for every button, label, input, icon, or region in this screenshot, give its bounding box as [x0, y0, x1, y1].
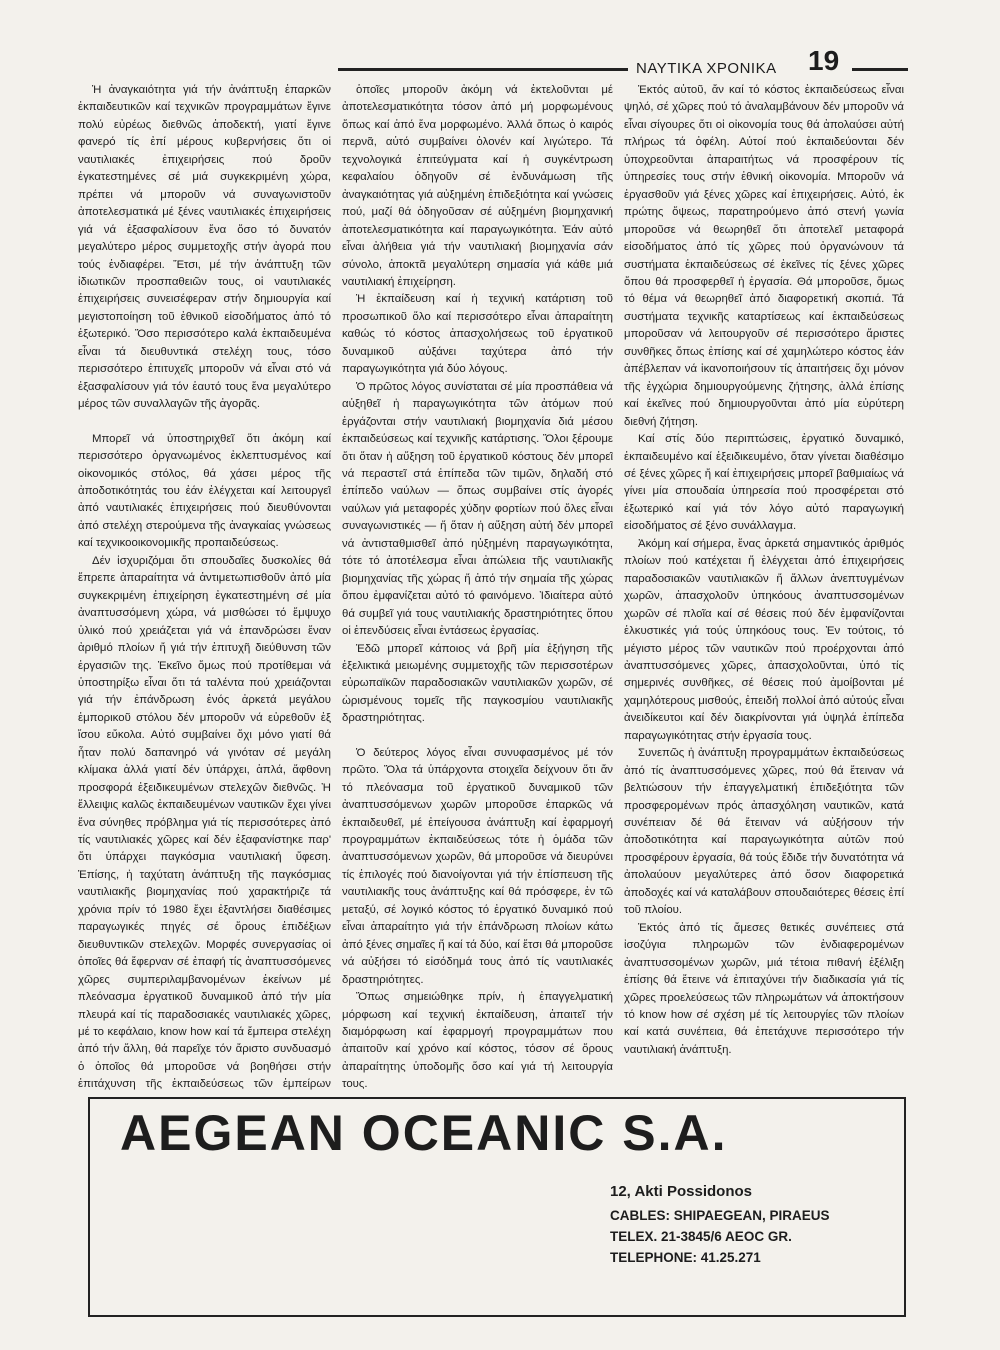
- paragraph: Συνεπῶς ἡ ἀνάπτυξη προγραμμάτων ἐκπαιδεύσεως ἀπό τίς ἀναπτυσσόμενες χῶρες, πού θά ἔτειναν νά βελτιώσουν τήν ἐπαγγελματική ἐπιδεξιότητα τῶν προσφερομένων πρός ἀπασχόληση ναυτικῶν, κατά συνέπειαν δέ θά ἔτειναν νά αὐξήσουν τήν ἀποδοτικότητα καί παραγωγικότητα αὐτῶν πού προσφέρουν ἐργασία, θά τούς ἔδιδε τήν δυνατότητα νά ἀπολαύουν μεγαλύτερες ἀπό ὅσον διαφορετικά ἀποδοχές καί νά καταλάβουν σπουδαιότερες θέσεις ἐπί τοῦ πλοίου.: [624, 747, 904, 917]
- ad-telex: TELEX. 21-3845/6 AEOC GR.: [610, 1229, 792, 1244]
- ad-contact-block: [610, 1181, 900, 1268]
- paragraph: Ὁ δεύτερος λόγος εἶναι συνυφασμένος μέ τόν πρῶτο. Ὅλα τά ὑπάρχοντα στοιχεῖα δείχνουν ὅτι ἄν τό πλεόνασμα τοῦ ἐργατικοῦ δυναμικοῦ τῶν ἀναπτυσσόμενων χωρῶν μποροῦσε ἐπαρκῶς νά ἐκπαιδευθεῖ, μέ ἐπείγουσα ἀνάπτυξη καί ἐφαρμογή προγραμμάτων ἐκπαιδεύσεως τότε ἡ ὁμάδα τῶν ἀναπτυσσόμενων χωρῶν, θά μποροῦσε νά διευρύνει τίς ἐπιλογές πού διανοίγονται γιά τήν ἐπίσπευση τῆς ναυτιλιακῆς τους ἀνάπτυξης καί θά πρόσφερε, ἐν τῶ μεταξύ, σέ λογικό κόστος τό ἐργατικό δυναμικό πού εἶναι ἀπαραίτητο γιά τήν ἐπάνδρωση πλοίων κάτω ἀπό ξένες σημαῖες ἤ καί τά δύο, καί ἔτσι θά μποροῦσε νά αὐξήσει τό εἰσόδημά τους ἀπό τίς ναυτιλιακές δραστηριότητες.: [342, 746, 613, 986]
- ad-address: 12, Akti Possidonos: [610, 1183, 752, 1200]
- header-rule-left: [338, 68, 628, 71]
- paragraph: Δέν ἰσχυριζόμαι ὅτι σπουδαῖες δυσκολίες θά ἔπρεπε ἀπαραίτητα νά ἀντιμετωπισθοῦν ἀπό μία συγκεκριμένη ἐπιχείρηση ἐγκατεστημένη σέ μία ἀναπτυσσόμενη χώρα, νά μισθώσει τό ἔμψυχο ὑλικό πού χρειάζεται γιά νά ἐπανδρώσει ἕναν ἀριθμό πλοίων ἤ γιά τήν ἐπιτυχῆ διεύθυνση τῶν ἐργασιῶν της. Ἐκεῖνο ὅμως πού προτίθεμαι νά ὑποστηρίξω εἶναι ὅτι τά ταλέντα πού χρειάζονται γιά τήν ἐπάνδρωση ἑνός ἀρκετά μεγάλου ἐμπορικοῦ στόλου δέν μποροῦν νά εὑρεθοῦν ἐξ ἴσου εὔκολα. Αὐτό συμβαίνει ὄχι μόνο γιατί θά ἦταν πολύ δαπανηρό νά γινόταν σέ μεγάλη κλίμακα ἀλλά γιατί δέν ὑπάρχει, ἁπλά, ἄφθονη προσφορά ἐξειδικευμένων στελεχῶν διεθνῶς. Ἡ ἔλλειψις καλῶς ἐκπαιδευμένων ναυτικῶν ἔχει γίνει ἕνα σύνηθες πρόβλημα γιά τίς περισσότερες ἀπό τίς ναυτιλιακές χῶρες καί δέν ἐξαφανίστηκε παρ' ὅτι ὑπάρχει παγκόσμια ναυτιλιακή ὕφεση. Ἐπίσης, ἡ ταχύτατη ἀνάπτυξη τῆς παγκόσμιας ναυτιλιακῆς βιομηχανίας πού χαρακτήριζε τά χρόνια πρίν τό 1980 ἔχει ἐξαντλήσει διαθέσιμες παραγωγικές πηγές σέ ὅρους ἐπιδέξιων διευθυντικῶν στελεχῶν. Μορφές συνεργασίας οἱ ὁποῖες θά ἔφερναν σέ ἐπαφή τίς ἀναπτυσσόμενες χῶρες συμπεριλαμβανομένων ἐκείνων μέ πλεόνασμα ἐργατικοῦ δυναμικοῦ ἀπό τήν μία πλευρά καί τίς παραδοσιακές ναυτιλιακές χῶρες, μέ το κεφάλαιο, know how καί τά ἔμπειρα στελέχη ἀπό τήν ἄλλη, θά παρεῖχε τόν ἄριστο συνδυασμό ὁ ὁποῖος θά μποροῦσε νά βοηθήσει στήν ἐπιτάχυνση τῆς ἐκπαιδεύσεως τῶν ἐμπείρων: [78, 554, 331, 1091]
- article-column-3: [624, 82, 904, 1094]
- paragraph: Ἐκτός αὐτοῦ, ἄν καί τό κόστος ἐκπαιδεύσεως εἶναι ψηλό, σέ χῶρες πού τό ἀναλαμβάνουν δέν μποροῦν νά εἶναι σίγουρες ὅτι οἱ οἰκονομία τους θά ἀπολαύσει αὐτή πλήρως τά ὀφέλη. Αὐτοί πού ἐκπαιδεύονται δέν ὑποχρεοῦνται ἀπαραιτήτως νά προσφέρουν τίς ὑπηρεσίες τους στήν ἐθνική οἰκονομία. Μποροῦν νά ἐργασθοῦν γιά ξένες χῶρες καί ἐπιχειρήσεις. Αὐτό, ἐκ πρώτης ὄψεως, παρατηρούμενο ἀπό στενή γωνία μποροῦσε νά θεωρηθεῖ ὅτι ἀποτελεῖ μεταφορά εἰσοδήματος ἀπό τίς χῶρες πού ὀργανώνουν τά συστήματα ἐκπαιδεύσεως σέ ἐκεῖνες τίς ξένες χῶρες ὅπου θά προσφερθεῖ ἡ ἐργασία. Θά μποροῦσε, ὅμως τό θέμα νά θεωρηθεῖ ἀπό διαφορετική σκοπιά. Τά συστήματα τεχνικῆς καταρτίσεως καί ἐκπαιδεύσεως μποροῦσαν νά λειτουργοῦν σέ περισσότερο ἄριστες συνθῆκες ὅπως ἐπίσης καί σέ χαμηλώτερο κόστος ἐάν ἀπέβλεπαν νά ἱκανοποιήσουν τίς ἀπαιτήσεις ὄχι μόνον τῆς ἐγχώρια δημιουργούμενης ζήτησης, ἀλλά ἐπίσης καί ἐκεῖνες πού δημιουργοῦνται ἀπό μία εὐρύτερη διεθνή ζήτηση.: [624, 84, 904, 428]
- ad-cables: CABLES: SHIPAEGEAN, PIRAEUS: [610, 1208, 830, 1223]
- article-column-2: [342, 82, 613, 1094]
- advertisement-box: [88, 1097, 906, 1317]
- ad-telephone: TELEPHONE: 41.25.271: [610, 1250, 761, 1265]
- header-rule-right: [852, 68, 908, 71]
- paragraph: ὁποῖες μποροῦν ἀκόμη νά ἐκτελοῦνται μέ ἀποτελεσματικότητα τόσον ἀπό μή μορφωμένους ὅπως καί ἀπό ἕνα μορφωμένο. Ἀλλά ὅπως ὁ καιρός περνᾶ, αὐτό συμβαίνει ὁλονέν καί λιγώτερο. Τά τεχνολογικά ἐπιτεύγματα καί ἡ συγκέντρωση κεφαλαίου ὁδηγοῦν σέ ἐνδυνάμωση τῆς ἀναγκαιότητας γιά αὐξημένη ἐπιδεξιότητα καί γνώσεις πού, μαζί θά ὁδηγοῦσαν σέ αὐξημένη βιομηχανική ἀποτελεσματικότητα καί παραγωγικότητα. Ἐάν αὐτό εἶναι ἀλήθεια γιά τήν ναυτιλιακή βιομηχανία σάν σύνολο, ἀποκτᾶ μεγαλύτερη σημασία γιά κάθε μιά ναυτιλιακή ἐπιχείρηση.: [342, 84, 613, 288]
- paragraph: Ἀκόμη καί σήμερα, ἕνας ἀρκετά σημαντικός ἀριθμός πλοίων πού κατέχεται ἤ ἐλέγχεται ἀπό ἐπιχειρήσεις παραδοσιακῶν ναυτιλιακῶν ἤ ἄλλων ἀνεπτυγμένων χωρῶν, ἀπασχολοῦν ὑπηκόους ἀναπτυσσομένων χωρῶν σέ πλοῖα καί σέ θέσεις πού δέν ἐμφανίζονται ἑλκυστικές γιά τούς ὑπηκόους τους. Ἐν τούτοις, τό μέγιστο μέρος τῶν ναυτικῶν πού προέρχονται ἀπό ἀναπτυσσόμενες χῶρες, ἀπασχολοῦνται, ὑπό τίς σημερινές συνθῆκες, σέ θέσεις πού ἀμοίβονται μέ χαμηλότερους μισθούς, ἐπειδή πολλοί ἀπό αὐτούς εἶναι ἀνειδίκευτοι καί δέν διακρίνονται γιά ὑψηλά ἐπίπεδα παραγωγικότητας στήν ἐργασία τους.: [624, 537, 904, 742]
- page-number: 19: [808, 45, 840, 76]
- article-column-1: [78, 82, 331, 1094]
- paragraph: Ἐδῶ μπορεῖ κάποιος νά βρῆ μία ἐξήγηση τῆς ἐξελικτικά μειωμένης συμμετοχῆς τῶν περισσοτέρων εὐρωπαϊκῶν παραδοσιακῶν ναυτιλιακῶν χωρῶν, σέ ὡρισμένους τομεῖς τῆς παγκοσμίου ναυτιλιακῆς δραστηριότητας.: [342, 642, 613, 725]
- publication-name: ΝΑΥΤΙΚΑ ΧΡΟΝΙΚΑ: [636, 60, 777, 77]
- paragraph: Μπορεῖ νά ὑποστηριχθεῖ ὅτι ἀκόμη καί περισσότερο ὀργανωμένος ἐκλεπτυσμένος καί οἰκονομικός στόλος, θά χάσει μέρος τῆς ἀποδοτικότητάς του ἐάν ἐλέγχεται καί λειτουργεῖ ἀπό ναυτιλιακές ἐπιχειρήσεις πού διευθύνονται ἀπό στελέχη στερούμενα τῆς ἀναγκαίας γνώσεως καί τεχνικοοικονομικῆς προπαιδεύσεως.: [78, 432, 331, 550]
- paragraph: Καί στίς δύο περιπτώσεις, ἐργατικό δυναμικό, ἐκπαιδευμένο καί ἐξειδικευμένο, ὅταν γίνεται διαθέσιμο σέ ξένες χῶρες ἤ καί ἐπιχειρήσεις μπορεῖ βαθμιαίως νά γίνει μία σπουδαία ὑπηρεσία πού προσφέρεται στό ἐξωτερικό καί γιά τόν λόγο αὐτό παραγωγική εἰσοδήματος σέ ξένο συνάλλαγμα.: [624, 433, 904, 533]
- paragraph: Ἡ ἀναγκαιότητα γιά τήν ἀνάπτυξη ἐπαρκῶν ἐκπαιδευτικῶν καί τεχνικῶν προγραμμάτων ἔγινε πολύ εὐρέως διεθνῶς ἀποδεκτή, γιατί ἔγινε φανερό τίς ἐπί μέρους κυβερνήσεις ὅτι οἱ ναυτιλιακές ἐπιχειρήσεις πού δροῦν ἐγκατεστημένες σέ μιά συγκεκριμένη χώρα, πρέπει νά μποροῦν νά συναγωνιστοῦν ἀποτελεσματικά μέ ξένες ναυτιλιακές ἐπιχειρήσεις γιά νά ἐξασφαλίσουν ἕνα ὅσο τό δυνατόν μεγαλύτερο μέρος συμμετοχῆς στήν ἀγορά που τούς ἐνδιαφέρει. Ἔτσι, μέ τήν ἀνάπτυξη τῶν ἰδιωτικῶν προσπαθειῶν τους, οἱ ναυτιλιακές ἐπιχειρήσεις συνεισέφεραν στήν δημιουργία καί μεγιστοποίηση τοῦ ἐθνικοῦ εἰσοδήματος ἀπό τό ἐξωτερικό. Ὅσο περισσότερο καλά ἐκπαιδευμένα εἶναι τά διευθυντικά στελέχη τους, τόσο περισσότερο ἐπιτυχεῖς μποροῦν νά εἶναι στό νά ἐξασφαλίσουν γιά τόν ἑαυτό τους ἕνα μεγαλύτερο μέρος τῶν συναλλαγῶν τῆς ἀγορᾶς.: [78, 84, 331, 411]
- paragraph: Ὅπως σημειώθηκε πρίν, ἡ ἐπαγγελματική μόρφωση καί τεχνική ἐκπαίδευση, ἀπαιτεῖ τήν διαμόρφωση καί ἐφαρμογή προγραμμάτων που ἀπαιτοῦν καί χρόνο καί κόστος, τόσον σέ ὅρους ἀπαραίτητης ὑποδομῆς ὅσο καί γιά τή λειτουργία τους.: [342, 991, 613, 1091]
- paragraph: Ὁ πρῶτος λόγος συνίσταται σέ μία προσπάθεια νά αὐξηθεῖ ἡ παραγωγικότητα τῶν ἀτόμων πού ἐργάζονται στήν ναυτιλιακή βιομηχανία διά μέσου ἐκπαιδεύσεως καί τεχνικῆς κατάρτισης. Ὅλοι ξέρουμε ὅτι ὅταν ἡ αὔξηση τοῦ ἐργατικοῦ κόστους δέν μπορεῖ νά περαστεῖ στά ἐπίπεδα τῶν τιμῶν, δηλαδή στό ἐπίπεδο ναύλων — ὅπως συμβαίνει στίς ἀγορές ναύλων γιά μεταφορές χύδην φορτίων πού ὅλες εἶναι συναγωνιστικές — ἤ ὅταν ἡ αὔξηση αὐτή δέν μπορεῖ νά ἀντισταθμισθεῖ ἀπό ηὐξημένη παραγωγικότητα, τότε τό ἀποτέλεσμα εἶναι ἀπώλεια τῆς ναυτιλιακῆς βιομηχανίας τῆς χώρας ἤ ἀπό τήν σημαία τῆς χώρας ὅπου ἐμφανίζεται αὐτό τό φαινόμενο. Ἰδιαίτερα αὐτό θά συμβεῖ γιά τους ναυτιλιακής δραστηριότητες ὅπου οἱ ἐπενδύσεις εἶναι ἐντάσεως ἐργασίας.: [342, 380, 613, 638]
- ad-company-name: AEGEAN OCEANIC S.A.: [120, 1105, 728, 1161]
- paragraph: Ἐκτός ἀπό τίς ἄμεσες θετικές συνέπειες στά ἰσοζύγια πληρωμῶν τῶν ἐνδιαφερομένων ἀναπτυσσομένων χωρῶν, μιά τέτοια πιθανή ἐξέλιξη ἐπίσης θά ἔτεινε νά ἐπιταχύνει τήν διαδικασία γιά τίς χῶρες προελεύσεως τῶν πληρωμάτων νά ἀποκτήσουν τό know how σέ σχέση μέ τίς λειτουργίες τῶν πλοίων καί κατά συνέπεια, θά ἐπετάχυνε περισσότερο τήν ναυτιλιακή ἀνάπτυξη.: [624, 921, 904, 1056]
- paragraph: Ἡ ἐκπαίδευση καί ἡ τεχνική κατάρτιση τοῦ προσωπικοῦ ὅλο καί περισσότερο εἶναι ἀπαραίτητη καθώς τό κόστος ἀπασχολήσεως τοῦ ἐργατικοῦ δυναμικοῦ αὐξάνει ταχύτερα ἀπό τήν παραγωγικότητα γιά δύο λόγους.: [342, 293, 613, 376]
